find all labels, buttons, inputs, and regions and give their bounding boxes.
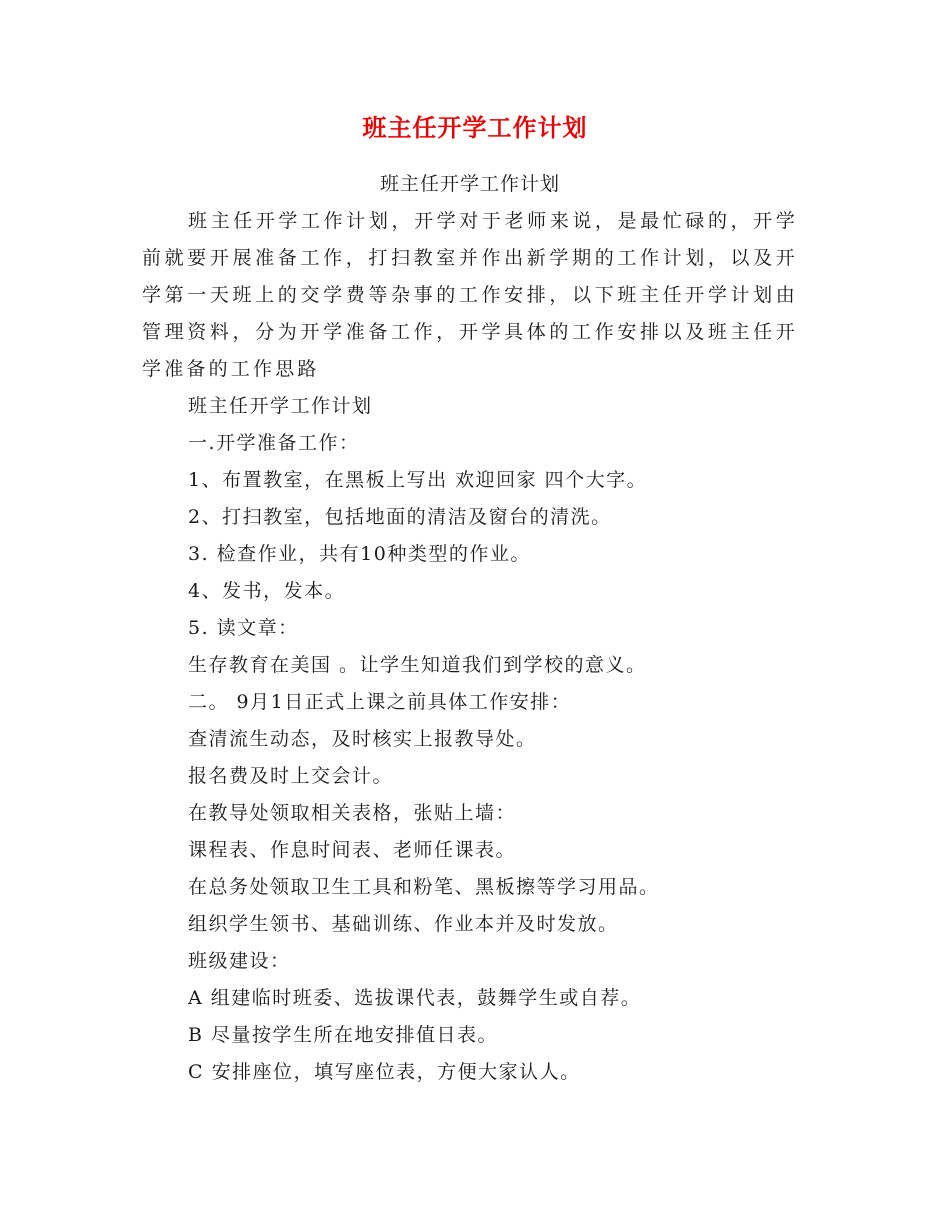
list-item: 组织学生领书、基础训练、作业本并及时发放。 (188, 913, 619, 935)
section-heading: 班级建设： (188, 950, 291, 972)
section-heading: 一.开学准备工作： (188, 432, 360, 454)
list-item: 生存教育在美国 。让学生知道我们到学校的意义。 (188, 654, 647, 676)
list-item: C 安排座位，填写座位表，方便大家认人。 (188, 1061, 581, 1083)
list-item: 查清流生动态，及时核实上报教导处。 (188, 728, 537, 750)
list-item: 课程表、作息时间表、老师任课表。 (188, 839, 517, 861)
list-item: 在教导处领取相关表格，张贴上墙： (188, 802, 517, 824)
list-item: 1、布置教室，在黑板上写出 欢迎回家 四个大字。 (188, 469, 648, 491)
list-item: 3. 检查作业，共有10种类型的作业。 (188, 543, 531, 565)
document-title: 班主任开学工作计划 (362, 114, 588, 142)
document-body (142, 166, 798, 1091)
list-item: 2、打扫教室，包括地面的清洁及窗台的清洗。 (188, 506, 612, 528)
list-item: 4、发书，发本。 (188, 580, 346, 602)
intro-paragraph: 班主任开学工作计划，开学对于老师来说，是最忙碌的，开学前就要开展准备工作，打扫教室并作出新学期的工作计划，以及开学第一天班上的交学费等杂事的工作安排，以下班主任开学计划由管理资料，分为开学准备工作，开学具体的工作安排以及班主任开学准备的工作思路 (142, 210, 798, 380)
list-item: 在总务处领取卫生工具和粉笔、黑板擦等学习用品。 (188, 876, 660, 898)
list-item: B 尽量按学生所在地安排值日表。 (188, 1024, 499, 1046)
list-item: A 组建临时班委、选拔课代表，鼓舞学生或自荐。 (188, 987, 642, 1009)
list-item: 5. 读文章： (188, 617, 299, 639)
document-subtitle: 班主任开学工作计划 (379, 173, 560, 195)
section-heading: 班主任开学工作计划 (188, 395, 373, 417)
list-item: 报名费及时上交会计。 (188, 765, 394, 787)
section-heading: 二。 9月1日正式上课之前具体工作安排： (188, 691, 572, 713)
